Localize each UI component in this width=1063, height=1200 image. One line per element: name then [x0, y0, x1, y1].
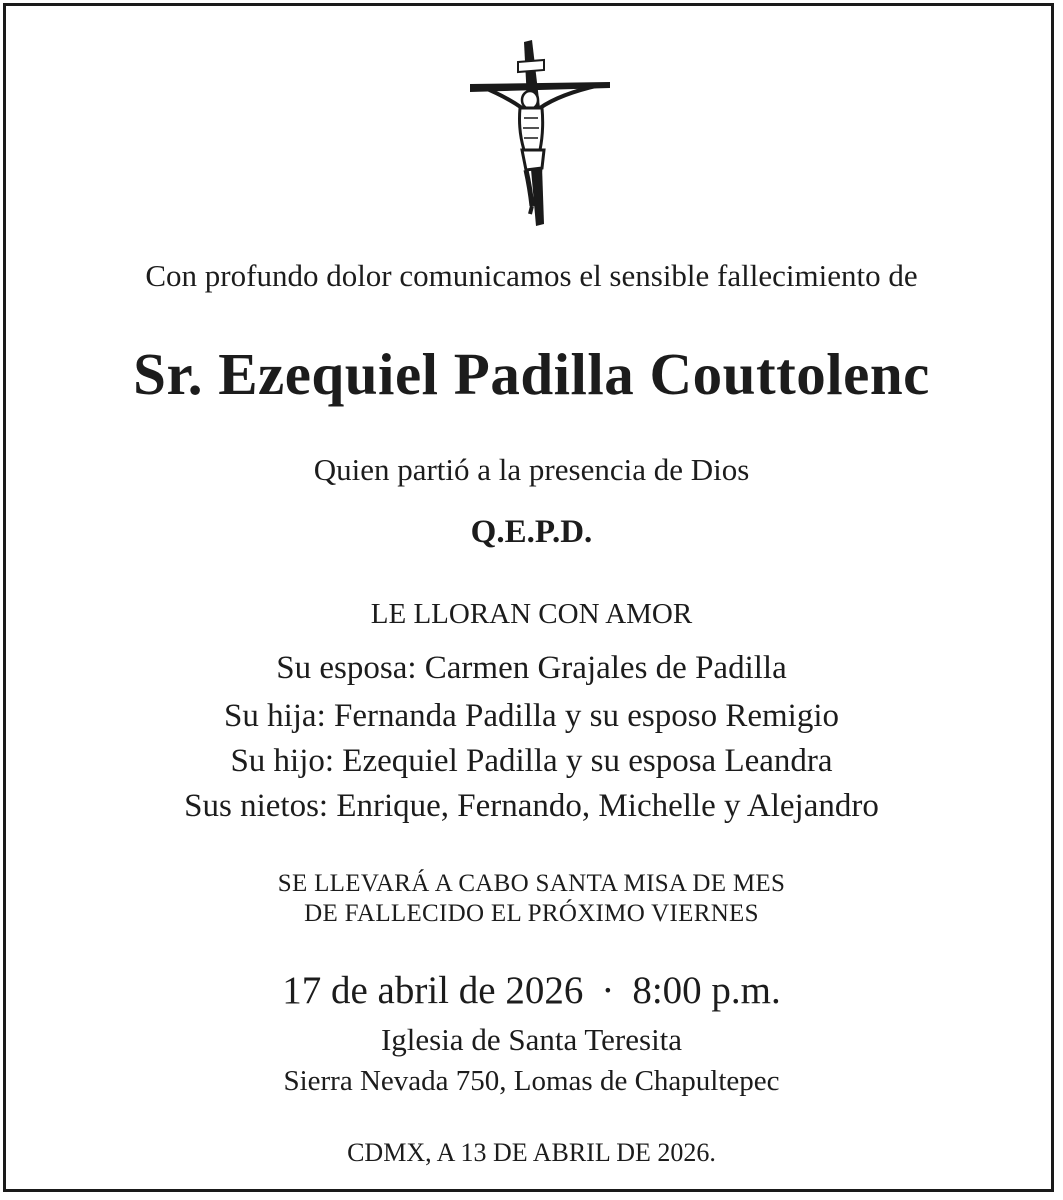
datetime-separator: · [601, 969, 615, 1012]
family-line-grandchildren: Sus nietos: Enrique, Fernando, Michelle y Alejandro [184, 788, 879, 824]
church-address: Sierra Nevada 750, Lomas de Chapultepec [283, 1065, 780, 1097]
subtitle-text: Quien partió a la presencia de Dios [313, 452, 750, 487]
mourners-heading: LE LLORAN CON AMOR [370, 598, 693, 630]
family-line-daughter: Su hija: Fernanda Padilla y su esposo Remigio [223, 698, 840, 734]
mass-date: 17 de abril de 2026 [282, 969, 584, 1012]
church-name: Iglesia de Santa Teresita [380, 1022, 683, 1057]
family-line-son: Su hijo: Ezequiel Padilla y su esposa Leandra [230, 743, 833, 779]
place-date-signoff: CDMX, A 13 DE ABRIL DE 2026. [347, 1138, 716, 1167]
family-line-spouse: Su esposa: Carmen Grajales de Padilla [276, 650, 787, 686]
intro-text: Con profundo dolor comunicamos el sensible fallecimiento de [145, 258, 918, 293]
deceased-name: Sr. Ezequiel Padilla Couttolenc [133, 341, 930, 407]
mass-time: 8:00 p.m. [632, 969, 781, 1012]
qepd-text: Q.E.P.D. [470, 514, 593, 550]
mass-datetime [0, 968, 1063, 1013]
mass-announcement-line-2: DE FALLECIDO EL PRÓXIMO VIERNES [304, 900, 759, 927]
mass-announcement-line-1: SE LLEVARÁ A CABO SANTA MISA DE MES [277, 870, 786, 897]
crucifix-icon [460, 38, 620, 238]
